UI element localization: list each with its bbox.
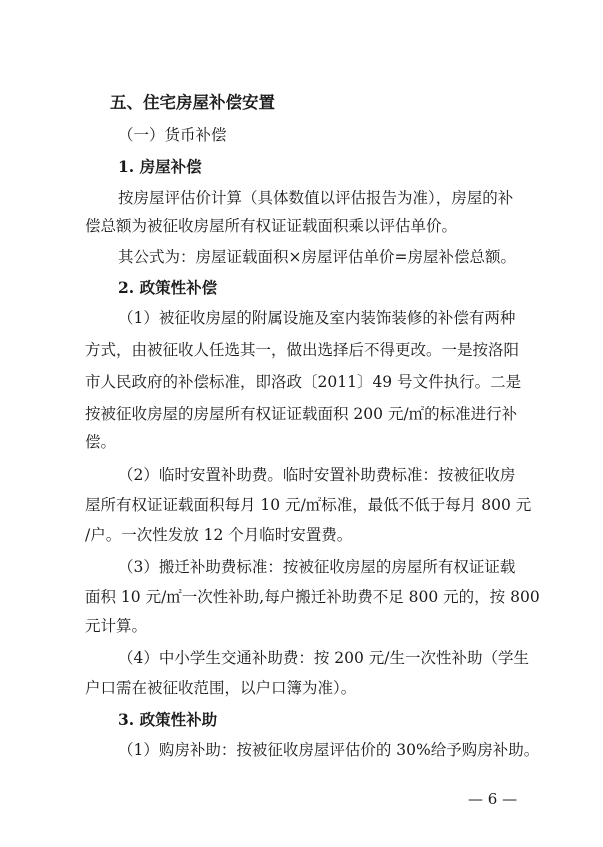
paragraph-line: 按被征收房屋的房屋所有权证证载面积 200 元/㎡的标准进行补: [85, 405, 518, 423]
page-number: — 6 —: [468, 790, 518, 808]
paragraph-line: 户口需在被征收范围，以户口簿为准）。: [85, 679, 357, 697]
section-title: 五、住宅房屋补偿安置: [110, 93, 275, 112]
paragraph-line: （1）购房补助：按被征收房屋评估价的 30%给予购房补助。: [118, 741, 540, 759]
paragraph-line: 元计算。: [85, 617, 148, 635]
paragraph-line: 偿总额为被征收房屋所有权证证载面积乘以评估单价。: [85, 217, 458, 235]
heading-policy-compensation: 2. 政策性补偿: [118, 278, 218, 297]
paragraph-line: 按房屋评估价计算（具体数值以评估报告为准），房屋的补: [118, 189, 514, 207]
paragraph-line: /户。一次性发放 12 个月临时安置费。: [85, 526, 353, 544]
paragraph-line: 市人民政府的补偿标准，即洛政〔2011〕49 号文件执行。二是: [85, 373, 522, 391]
paragraph-line: （3）搬迁补助费标准：按被征收房屋的房屋所有权证证载: [118, 558, 516, 576]
paragraph-line: 方式，由被征收人任选其一，做出选择后不得更改。一是按洛阳: [85, 341, 520, 359]
paragraph-line: （4）中小学生交通补助费：按 200 元/生一次性补助（学生: [118, 649, 530, 667]
paragraph-line: （1）被征收房屋的附属设施及室内装饰装修的补偿有两种: [118, 309, 516, 327]
paragraph-line: （2）临时安置补助费。临时安置补助费标准：按被征收房: [118, 466, 516, 484]
heading-policy-subsidy: 3. 政策性补助: [118, 710, 218, 729]
heading-house-compensation: 1. 房屋补偿: [118, 157, 202, 176]
paragraph-line: 其公式为：房屋证载面积×房屋评估单价=房屋补偿总额。: [118, 248, 516, 266]
paragraph-line: 屋所有权证证载面积每月 10 元/㎡标准，最低不低于每月 800 元: [85, 496, 532, 514]
paragraph-line: 偿。: [85, 433, 117, 451]
subsection-title: （一）货币补偿: [118, 126, 227, 144]
paragraph-line: 面积 10 元/㎡一次性补助,每户搬迁补助费不足 800 元的，按 800: [85, 588, 540, 606]
